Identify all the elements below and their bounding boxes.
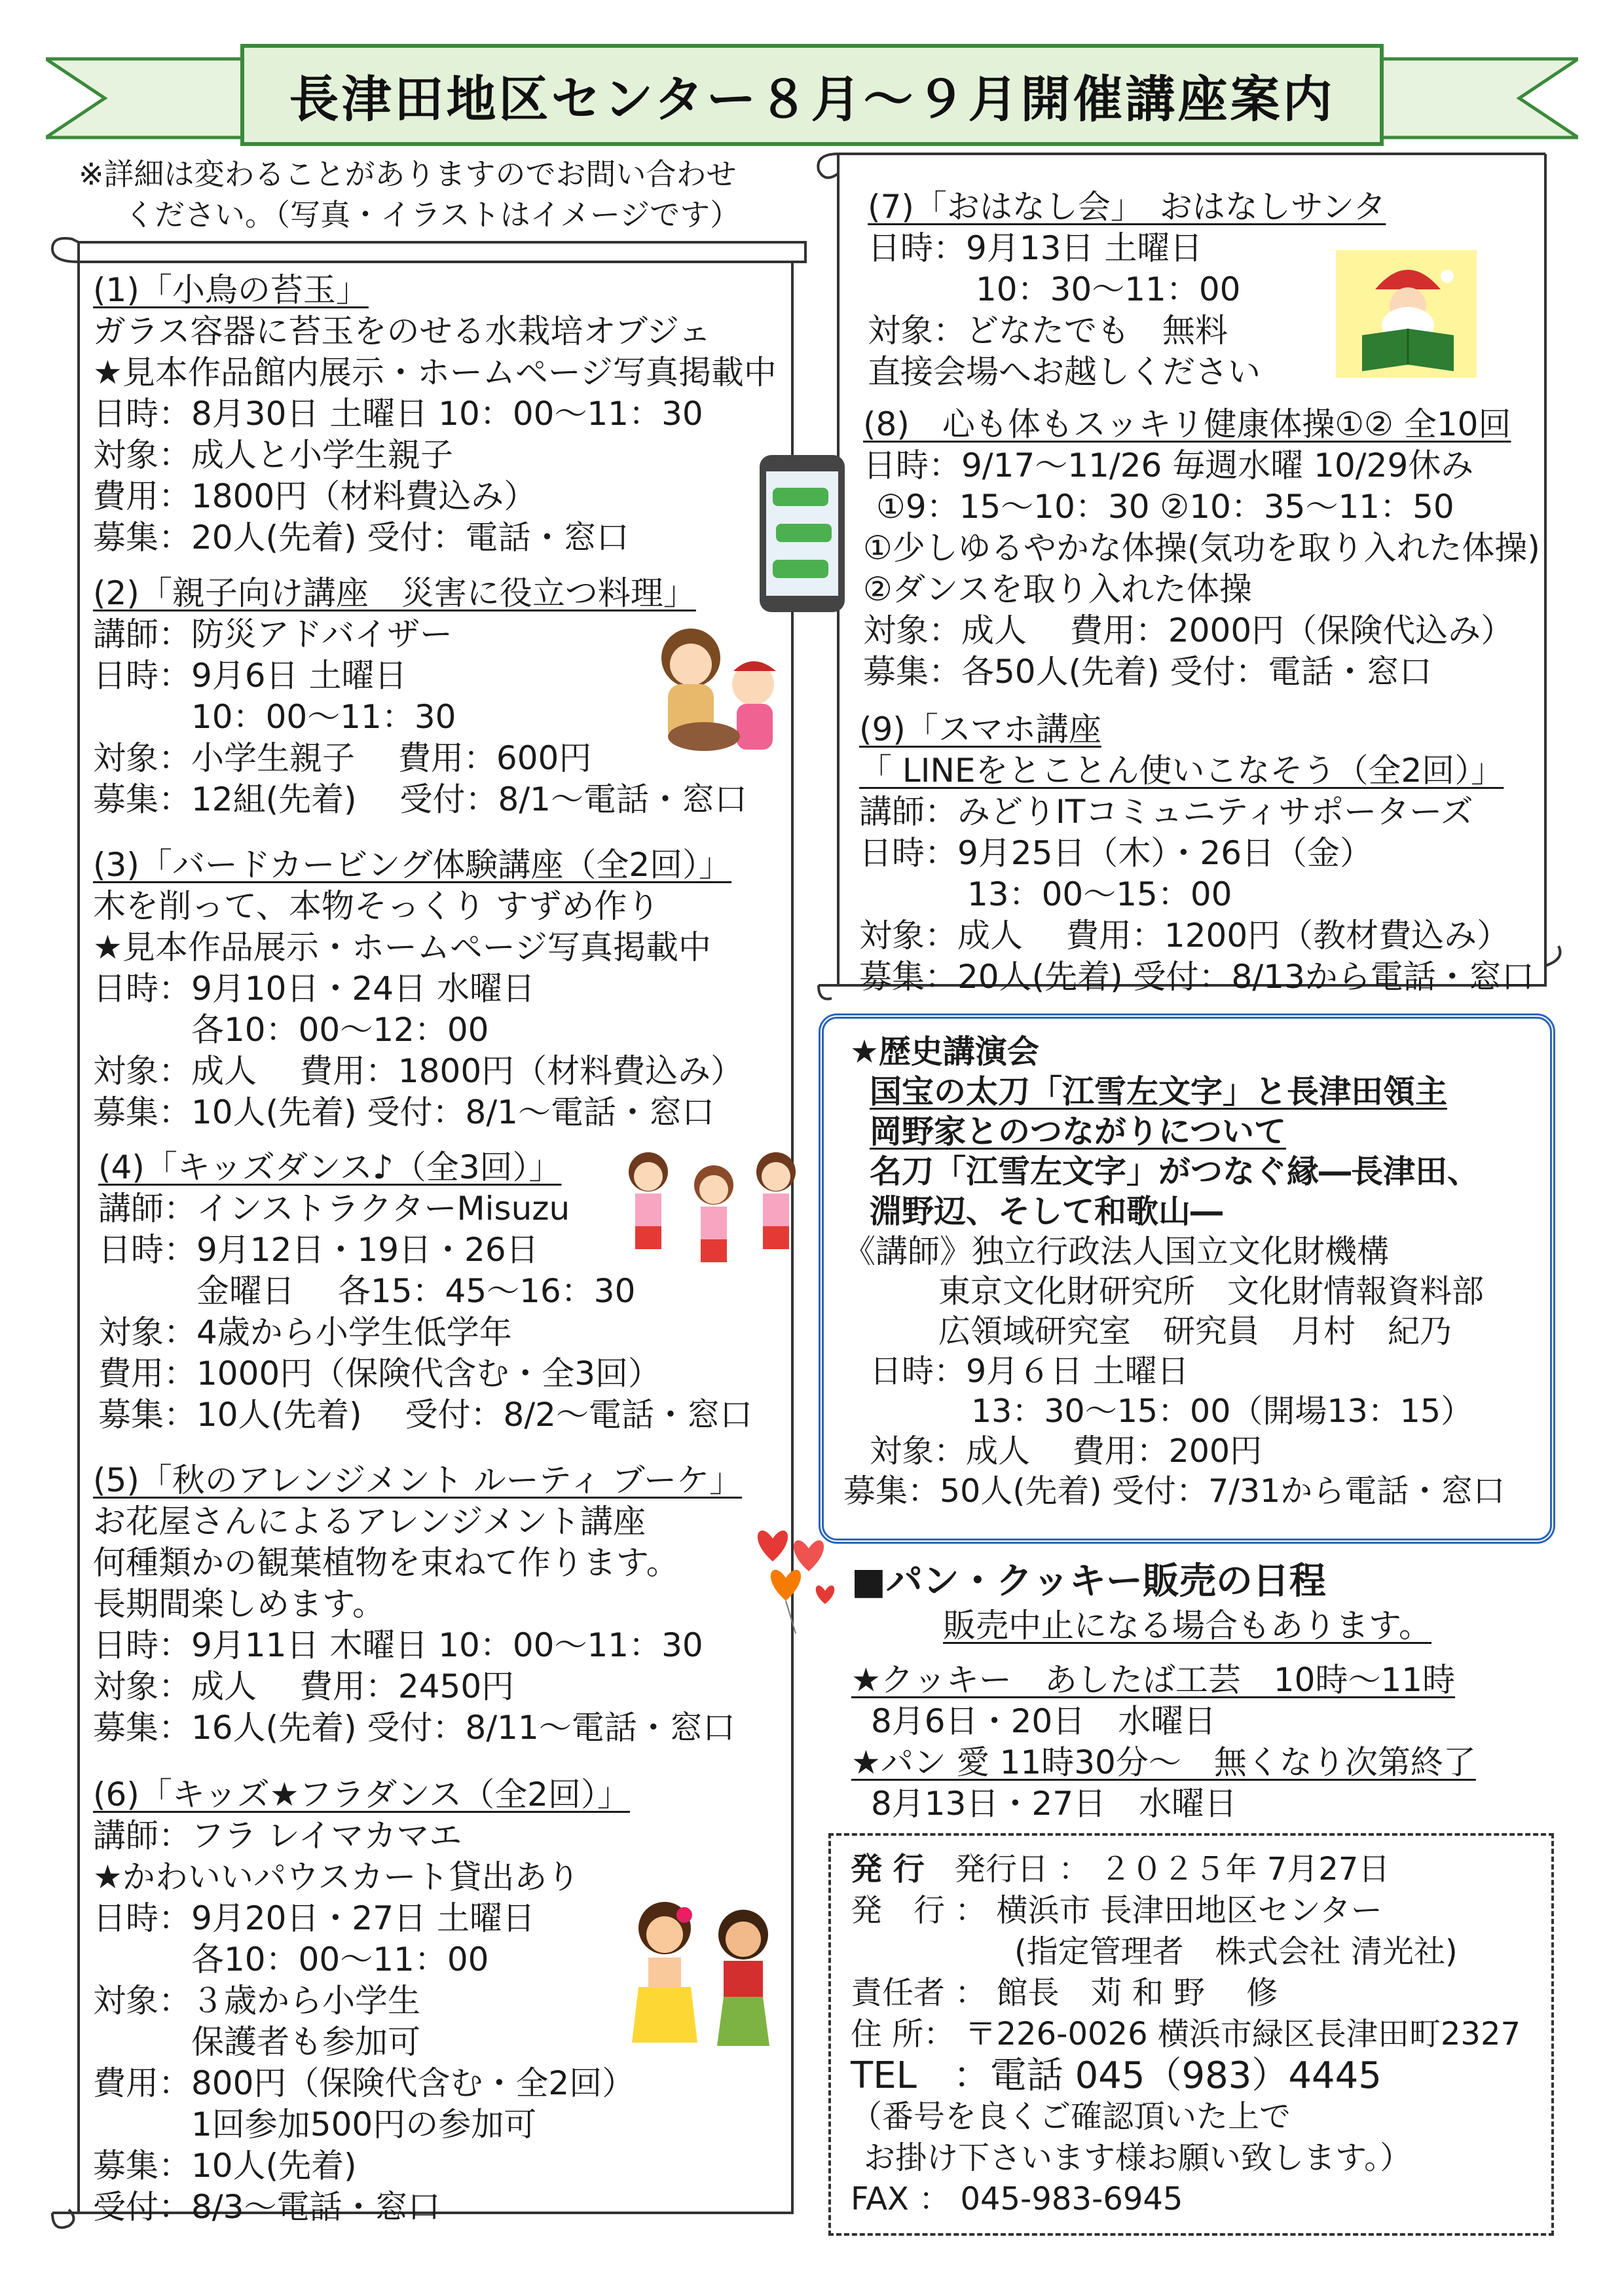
history-heading: ★歴史講演会 bbox=[850, 1033, 1039, 1070]
course-line: 日時：9/17～11/26 毎週水曜 10/29休み bbox=[863, 446, 1474, 484]
page-title: 長津田地区センター８月～９月開催講座案内 bbox=[289, 69, 1335, 128]
sales-bread-dates: 8月13日・27日 水曜日 bbox=[871, 1785, 1238, 1823]
course-1 bbox=[93, 270, 777, 558]
history-time: 13：30～15：00（開場13：15） bbox=[971, 1393, 1473, 1430]
course-line: 募集：16人(先着) 受付：8/11～電話・窓口 bbox=[93, 1709, 735, 1747]
course-title: (6)「キッズ★フラダンス（全2回）」 bbox=[93, 1776, 630, 1813]
course-line: ★見本作品館内展示・ホームページ写真掲載中 bbox=[93, 354, 777, 392]
issue-label: 発 行 bbox=[851, 1851, 925, 1887]
course-title: (5)「秋のアレンジメント ルーティ ブーケ」 bbox=[93, 1461, 743, 1499]
publisher-fax: FAX ： 045-983-6945 bbox=[851, 2181, 1183, 2217]
course-line: ①少しゆるやかな体操(気功を取り入れた体操) bbox=[863, 529, 1540, 567]
course-line: 募集：10人(先着) bbox=[93, 2147, 357, 2185]
publisher-address: 住 所： 〒226-0026 横浜市緑区長津田町2327 bbox=[851, 2016, 1521, 2052]
course-line: 受付：8/3～電話・窓口 bbox=[93, 2188, 441, 2226]
course-line: 各10：00～11：00 bbox=[191, 1941, 489, 1978]
course-line: ★かわいいパウスカート貸出あり bbox=[93, 1858, 580, 1896]
course-line: 13：00～15：00 bbox=[967, 875, 1232, 913]
course-line: 費用：800円（保険代含む・全2回） bbox=[93, 2064, 635, 2102]
course-3 bbox=[93, 845, 743, 1133]
course-line: 対象：３歳から小学生 bbox=[93, 1982, 420, 2020]
history-lecture-box bbox=[819, 1013, 1555, 1544]
course-line: 対象：4歳から小学生低学年 bbox=[98, 1313, 512, 1351]
issue-date: 発行日 ： ２０２５年 7月27日 bbox=[953, 1851, 1390, 1887]
course-7 bbox=[868, 187, 1386, 393]
course-line: 講師：防災アドバイザー bbox=[93, 615, 452, 653]
history-subtitle: 淵野辺、そして和歌山― bbox=[870, 1193, 1223, 1230]
course-line: 講師：インストラクターMisuzu bbox=[98, 1190, 570, 1228]
course-line: ②ダンスを取り入れた体操 bbox=[863, 570, 1252, 608]
course-line: 各10：00～12：00 bbox=[191, 1011, 489, 1049]
history-lecturer: 広領域研究室 研究員 月村 紀乃 bbox=[938, 1313, 1452, 1350]
course-6 bbox=[93, 1774, 635, 2228]
course-title: (1)「小鳥の苔玉」 bbox=[93, 271, 369, 309]
history-subtitle: 名刀「江雪左文字」がつなぐ縁―長津田、 bbox=[870, 1153, 1480, 1190]
course-line: 直接会場へお越しください bbox=[868, 353, 1261, 391]
course-title: (7)「おはなし会」 おはなしサンタ bbox=[868, 188, 1386, 226]
course-line: 日時：9月11日 木曜日 10：00～11：30 bbox=[93, 1626, 703, 1664]
course-line: お花屋さんによるアレンジメント講座 bbox=[93, 1503, 646, 1540]
course-line: 講師：フラ レイマカマエ bbox=[93, 1817, 462, 1855]
notice-line: ください。（写真・イラストはイメージです） bbox=[124, 197, 741, 232]
kids-dance-illustration bbox=[612, 1136, 815, 1273]
course-line: 1回参加500円の参加可 bbox=[191, 2105, 537, 2143]
sales-cookie-dates: 8月6日・20日 水曜日 bbox=[871, 1702, 1217, 1740]
course-line: 講師：みどりITコミュニティサポーターズ bbox=[859, 793, 1473, 831]
course-subtitle: 「 LINEをとことん使いこなそう（全2回）」 bbox=[859, 752, 1504, 790]
course-line: 日時：9月25日（木）・26日（金） bbox=[859, 834, 1373, 872]
course-5 bbox=[93, 1460, 742, 1749]
history-date: 日時：9月６日 土曜日 bbox=[870, 1353, 1189, 1390]
publisher-box bbox=[828, 1833, 1554, 2236]
santa-reading-illustration bbox=[1336, 250, 1477, 378]
publisher-manager: (指定管理者 株式会社 清光社) bbox=[1014, 1933, 1458, 1970]
course-line: 募集：20人(先着) 受付：8/13から電話・窓口 bbox=[859, 958, 1534, 996]
sales-heading: ■パン・クッキー販売の日程 bbox=[851, 1560, 1326, 1603]
course-line: 募集：10人(先着) 受付：8/1～電話・窓口 bbox=[93, 1093, 714, 1131]
course-line: 日時：9月6日 土曜日 bbox=[93, 657, 407, 695]
publisher-chief: 責任者 ： 館長 苅 和 野 修 bbox=[851, 1975, 1278, 2011]
publisher-tel: TEL ：電話 045（983）4445 bbox=[851, 2054, 1382, 2097]
publisher-name: 発 行 ： 横浜市 長津田地区センター bbox=[851, 1892, 1382, 1929]
course-line: 日時：9月13日 土曜日 bbox=[868, 229, 1203, 267]
sales-schedule bbox=[851, 1558, 1476, 1825]
course-line: 対象：成人 費用：1800円（材料費込み） bbox=[93, 1052, 744, 1090]
history-recruit: 募集：50人(先着) 受付：7/31から電話・窓口 bbox=[843, 1472, 1505, 1510]
history-title: 国宝の太刀「江雪左文字」と長津田領主 bbox=[870, 1073, 1448, 1110]
course-line: ★見本作品展示・ホームページ写真掲載中 bbox=[93, 928, 711, 966]
course-line: 費用：1800円（材料費込み） bbox=[93, 477, 537, 515]
course-line: 費用：1000円（保険代含む・全3回） bbox=[98, 1355, 661, 1393]
course-line: ①9：15～10：30 ②10：35～11：50 bbox=[876, 488, 1454, 526]
course-line: 10：30～11：00 bbox=[976, 270, 1241, 308]
publisher-tel-note: （番号を良くご確認頂いた上で bbox=[851, 2098, 1291, 2135]
course-line: 何種類かの観葉植物を束ねて作ります。 bbox=[93, 1544, 679, 1582]
course-title: (9)「スマホ講座 bbox=[859, 710, 1101, 748]
course-line: 対象：成人 費用：2000円（保険代込み） bbox=[863, 611, 1514, 649]
course-line: 対象：成人と小学生親子 bbox=[93, 436, 453, 474]
course-line: 対象：成人 費用：1200円（教材費込み） bbox=[859, 917, 1510, 955]
course-line: 募集：20人(先着) 受付：電話・窓口 bbox=[93, 519, 629, 556]
issue-row bbox=[851, 1849, 1521, 1890]
course-line: 保護者も参加可 bbox=[191, 2023, 420, 2061]
history-lecturer: 東京文化財研究所 文化財情報資料部 bbox=[938, 1273, 1485, 1310]
hula-dancers-illustration bbox=[612, 1886, 796, 2056]
history-lecturer: 《講師》独立行政法人国立文化財機構 bbox=[843, 1233, 1390, 1270]
notice-line: ※詳細は変わることがありますのでお問い合わせ bbox=[79, 156, 737, 192]
course-line: 日時：9月20日・27日 土曜日 bbox=[93, 1899, 535, 1937]
parent-child-cooking-illustration bbox=[635, 619, 799, 766]
course-line: 募集：12組(先着) 受付：8/1～電話・窓口 bbox=[93, 780, 747, 818]
course-line: 金曜日 各15：45～16：30 bbox=[196, 1272, 636, 1310]
sales-bread: ★パン 愛 11時30分～ 無くなり次第終了 bbox=[851, 1743, 1476, 1781]
sales-note: 販売中止になる場合もあります。 bbox=[943, 1607, 1431, 1645]
course-line: 長期間楽しめます。 bbox=[93, 1585, 385, 1623]
course-line: 日時：8月30日 土曜日 10：00～11：30 bbox=[93, 395, 703, 433]
course-line: 募集：10人(先着) 受付：8/2～電話・窓口 bbox=[98, 1396, 752, 1434]
course-line: 対象：成人 費用：2450円 bbox=[93, 1667, 515, 1705]
course-line: 対象：小学生親子 費用：600円 bbox=[93, 739, 592, 777]
history-title: 岡野家とのつながりについて bbox=[870, 1113, 1287, 1150]
course-line: 募集：各50人(先着) 受付：電話・窓口 bbox=[863, 653, 1432, 691]
course-9 bbox=[859, 709, 1534, 998]
course-line: 木を削って、本物そっくり すずめ作り bbox=[93, 887, 660, 925]
course-line: 日時：9月10日・24日 水曜日 bbox=[93, 970, 535, 1008]
course-title: (4)「キッズダンス♪（全3回）」 bbox=[98, 1148, 562, 1186]
sales-cookie: ★クッキー あしたば工芸 10時～11時 bbox=[851, 1661, 1456, 1699]
course-line: 対象：どなたでも 無料 bbox=[868, 312, 1228, 350]
course-line: ガラス容器に苔玉をのせる水栽培オブジェ bbox=[93, 312, 711, 350]
course-title: (2)「親子向け講座 災害に役立つ料理」 bbox=[93, 574, 696, 612]
history-target: 対象：成人 費用：200円 bbox=[870, 1432, 1263, 1470]
publisher-tel-note: お掛け下さいます様お願い致します。） bbox=[864, 2140, 1412, 2176]
smartphone-illustration bbox=[756, 452, 848, 615]
course-line: 日時：9月12日・19日・26日 bbox=[98, 1231, 539, 1269]
course-8 bbox=[863, 404, 1540, 693]
course-title: (3)「バードカービング体験講座（全2回）」 bbox=[93, 846, 732, 884]
course-title: (8) 心も体もスッキリ健康体操①② 全10回 bbox=[863, 405, 1511, 443]
balloons-illustration bbox=[747, 1512, 845, 1637]
course-line: 10：00～11：30 bbox=[191, 698, 456, 736]
